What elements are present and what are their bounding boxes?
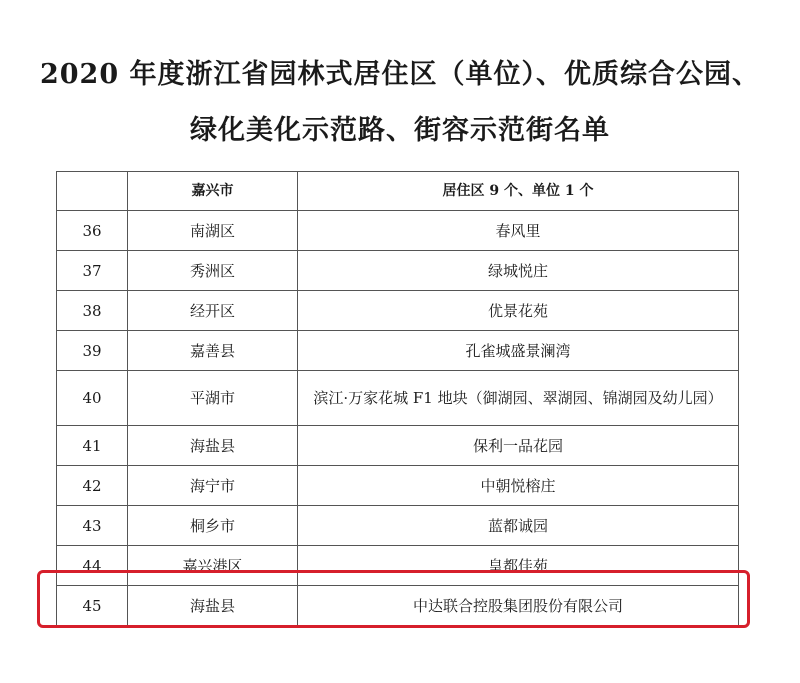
table-row	[57, 426, 739, 466]
row-district: 秀洲区	[128, 251, 298, 291]
row-number: 36	[57, 211, 128, 251]
row-number: 37	[57, 251, 128, 291]
row-district: 海盐县	[128, 426, 298, 466]
header-number	[57, 172, 128, 211]
table-row	[57, 371, 739, 426]
table-header-row	[57, 172, 739, 211]
row-district: 海宁市	[128, 466, 298, 506]
document-title-line-2: 绿化美化示范路、街容示范街名单	[190, 115, 610, 146]
row-number: 44	[57, 546, 128, 586]
table-row	[57, 291, 739, 331]
header-residential-areas: 居住区 9 个、单位 1 个	[298, 172, 739, 211]
row-name: 中朝悦榕庄	[298, 466, 739, 506]
row-number: 42	[57, 466, 128, 506]
row-name: 孔雀城盛景澜湾	[298, 331, 739, 371]
row-number: 38	[57, 291, 128, 331]
list-table	[56, 171, 739, 626]
row-number: 45	[57, 586, 128, 626]
highlight-box	[37, 570, 750, 628]
document-title-line-1: 2020 年度浙江省园林式居住区（单位）、优质综合公园、	[39, 59, 761, 90]
row-district: 桐乡市	[128, 506, 298, 546]
row-name: 中达联合控股集团股份有限公司	[298, 586, 739, 626]
row-district: 海盐县	[128, 586, 298, 626]
row-number: 43	[57, 506, 128, 546]
row-number: 39	[57, 331, 128, 371]
row-district: 嘉善县	[128, 331, 298, 371]
row-name: 保利一品花园	[298, 426, 739, 466]
row-name: 春风里	[298, 211, 739, 251]
row-name: 绿城悦庄	[298, 251, 739, 291]
row-district: 嘉兴港区	[128, 546, 298, 586]
table-row	[57, 506, 739, 546]
table-row	[57, 466, 739, 506]
header-city: 嘉兴市	[128, 172, 298, 211]
row-name: 蓝都诚园	[298, 506, 739, 546]
table-row	[57, 331, 739, 371]
table-row	[57, 211, 739, 251]
row-name: 优景花苑	[298, 291, 739, 331]
row-number: 40	[57, 371, 128, 426]
row-district: 平湖市	[128, 371, 298, 426]
row-district: 南湖区	[128, 211, 298, 251]
table-row	[57, 251, 739, 291]
row-district: 经开区	[128, 291, 298, 331]
row-name: 皇都佳苑	[298, 546, 739, 586]
row-number: 41	[57, 426, 128, 466]
row-name: 滨江·万家花城 F1 地块（御湖园、翠湖园、锦湖园及幼儿园）	[298, 371, 739, 426]
